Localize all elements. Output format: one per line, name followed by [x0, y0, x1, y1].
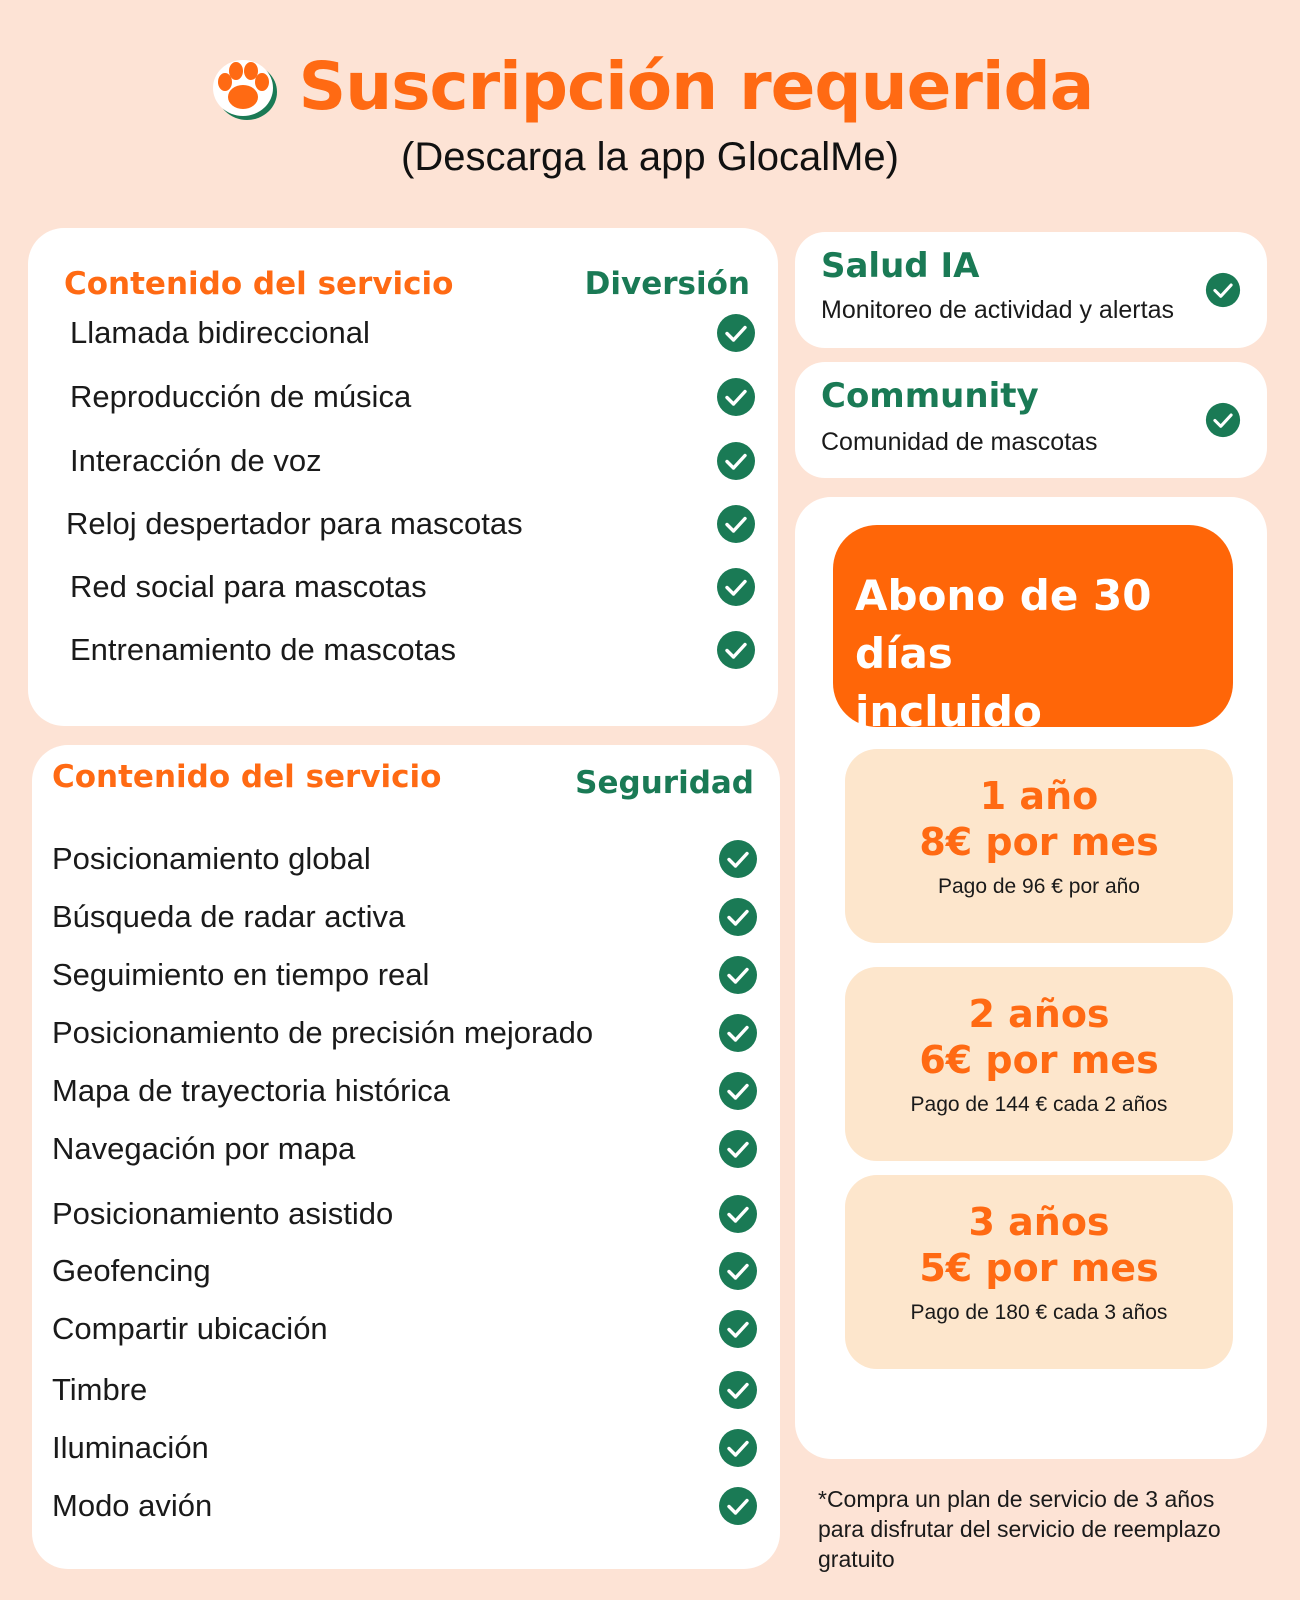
check-circle-icon	[716, 504, 756, 544]
fun-card-category: Diversión	[584, 266, 750, 302]
feature-label: Seguimiento en tiempo real	[52, 957, 430, 992]
ai-health-subtitle: Monitoreo de actividad y alertas	[821, 296, 1174, 324]
ai-health-title: Salud IA	[821, 246, 980, 286]
pricing-card	[795, 497, 1267, 1459]
check-circle-icon	[716, 567, 756, 607]
feature-label: Modo avión	[52, 1488, 213, 1523]
feature-row	[32, 1069, 780, 1113]
check-circle-icon	[718, 1013, 758, 1053]
feature-label: Entrenamiento de mascotas	[70, 632, 456, 667]
feature-label: Timbre	[52, 1372, 148, 1407]
feature-label: Compartir ubicación	[52, 1311, 328, 1346]
plan-period: 2 años	[968, 992, 1110, 1036]
feature-row	[32, 1307, 780, 1351]
check-circle-icon	[718, 1071, 758, 1111]
plan-period: 1 año	[979, 774, 1099, 818]
title-row	[0, 48, 1300, 125]
feature-label: Llamada bidireccional	[70, 315, 370, 350]
feature-row	[32, 1011, 780, 1055]
plan-monthly-price: 8€ por mes	[919, 820, 1159, 864]
feature-row	[32, 895, 780, 939]
check-circle-icon	[718, 1251, 758, 1291]
feature-label: Posicionamiento asistido	[52, 1196, 394, 1231]
feature-label: Red social para mascotas	[70, 569, 427, 604]
feature-row	[32, 1484, 780, 1528]
check-circle-icon	[718, 1194, 758, 1234]
feature-label: Búsqueda de radar activa	[52, 899, 406, 934]
feature-label: Iluminación	[52, 1430, 209, 1465]
check-circle-icon	[718, 1129, 758, 1169]
fun-card-heading: Contenido del servicio	[64, 266, 454, 302]
feature-label: Posicionamiento de precisión mejorado	[52, 1015, 594, 1050]
check-circle-icon	[718, 1486, 758, 1526]
feature-row	[32, 1426, 780, 1470]
feature-label: Reloj despertador para mascotas	[66, 506, 523, 541]
security-card-header	[52, 759, 754, 801]
check-circle-icon	[716, 441, 756, 481]
feature-label: Posicionamiento global	[52, 841, 371, 876]
feature-row	[28, 628, 778, 672]
page-subtitle: (Descarga la app GlocalMe)	[401, 135, 899, 179]
plan-payment: Pago de 96 € por año	[937, 875, 1140, 898]
feature-row	[32, 1249, 780, 1293]
security-service-card	[32, 745, 780, 1569]
plan-period: 3 años	[968, 1200, 1110, 1244]
community-subtitle: Comunidad de mascotas	[821, 428, 1098, 456]
check-circle-icon	[718, 1309, 758, 1349]
trial-promo-banner	[833, 525, 1233, 736]
check-circle-icon	[718, 1370, 758, 1410]
feature-row	[28, 565, 778, 609]
ai-health-card	[795, 232, 1267, 348]
feature-label: Reproducción de música	[70, 379, 412, 414]
check-circle-icon	[718, 1428, 758, 1468]
feature-row	[28, 375, 778, 419]
page-header	[0, 48, 1300, 180]
feature-label: Navegación por mapa	[52, 1131, 356, 1166]
promo-line-1: Abono de 30 días	[855, 571, 1152, 678]
paw-icon	[207, 50, 281, 124]
feature-row	[32, 953, 780, 997]
promo-line-2: incluido	[855, 687, 1042, 736]
check-circle-icon	[718, 897, 758, 937]
plan-payment: Pago de 144 € cada 2 años	[910, 1093, 1168, 1116]
check-circle-icon	[718, 955, 758, 995]
plan-2-years[interactable]	[845, 967, 1233, 1161]
feature-row	[32, 1368, 780, 1412]
feature-row	[32, 837, 780, 881]
footnote: *Compra un plan de servicio de 3 años para disfrutar del servicio de reemplazo gratuito	[818, 1486, 1221, 1572]
feature-row	[32, 1127, 780, 1171]
check-circle-icon	[716, 313, 756, 353]
plan-payment: Pago de 180 € cada 3 años	[910, 1301, 1168, 1324]
page-title: Suscripción requerida	[298, 48, 1094, 125]
feature-row	[28, 311, 778, 355]
feature-row	[28, 439, 778, 483]
plan-monthly-price: 5€ por mes	[919, 1246, 1159, 1290]
feature-row	[32, 1192, 780, 1236]
check-circle-icon	[718, 839, 758, 879]
community-title: Community	[821, 376, 1039, 416]
check-circle-icon	[716, 377, 756, 417]
feature-label: Mapa de trayectoria histórica	[52, 1073, 451, 1108]
plan-1-year[interactable]	[845, 749, 1233, 943]
plan-3-years[interactable]	[845, 1175, 1233, 1369]
check-circle-icon	[1205, 402, 1241, 438]
security-card-category: Seguridad	[575, 765, 754, 801]
check-circle-icon	[1205, 272, 1241, 308]
feature-label: Geofencing	[52, 1253, 211, 1288]
plan-monthly-price: 6€ por mes	[919, 1038, 1159, 1082]
security-card-heading: Contenido del servicio	[52, 759, 442, 795]
check-circle-icon	[716, 630, 756, 670]
feature-label: Interacción de voz	[70, 443, 322, 478]
feature-row	[28, 502, 778, 546]
fun-service-card	[28, 228, 778, 726]
community-card	[795, 362, 1267, 478]
fun-card-header	[64, 266, 750, 302]
